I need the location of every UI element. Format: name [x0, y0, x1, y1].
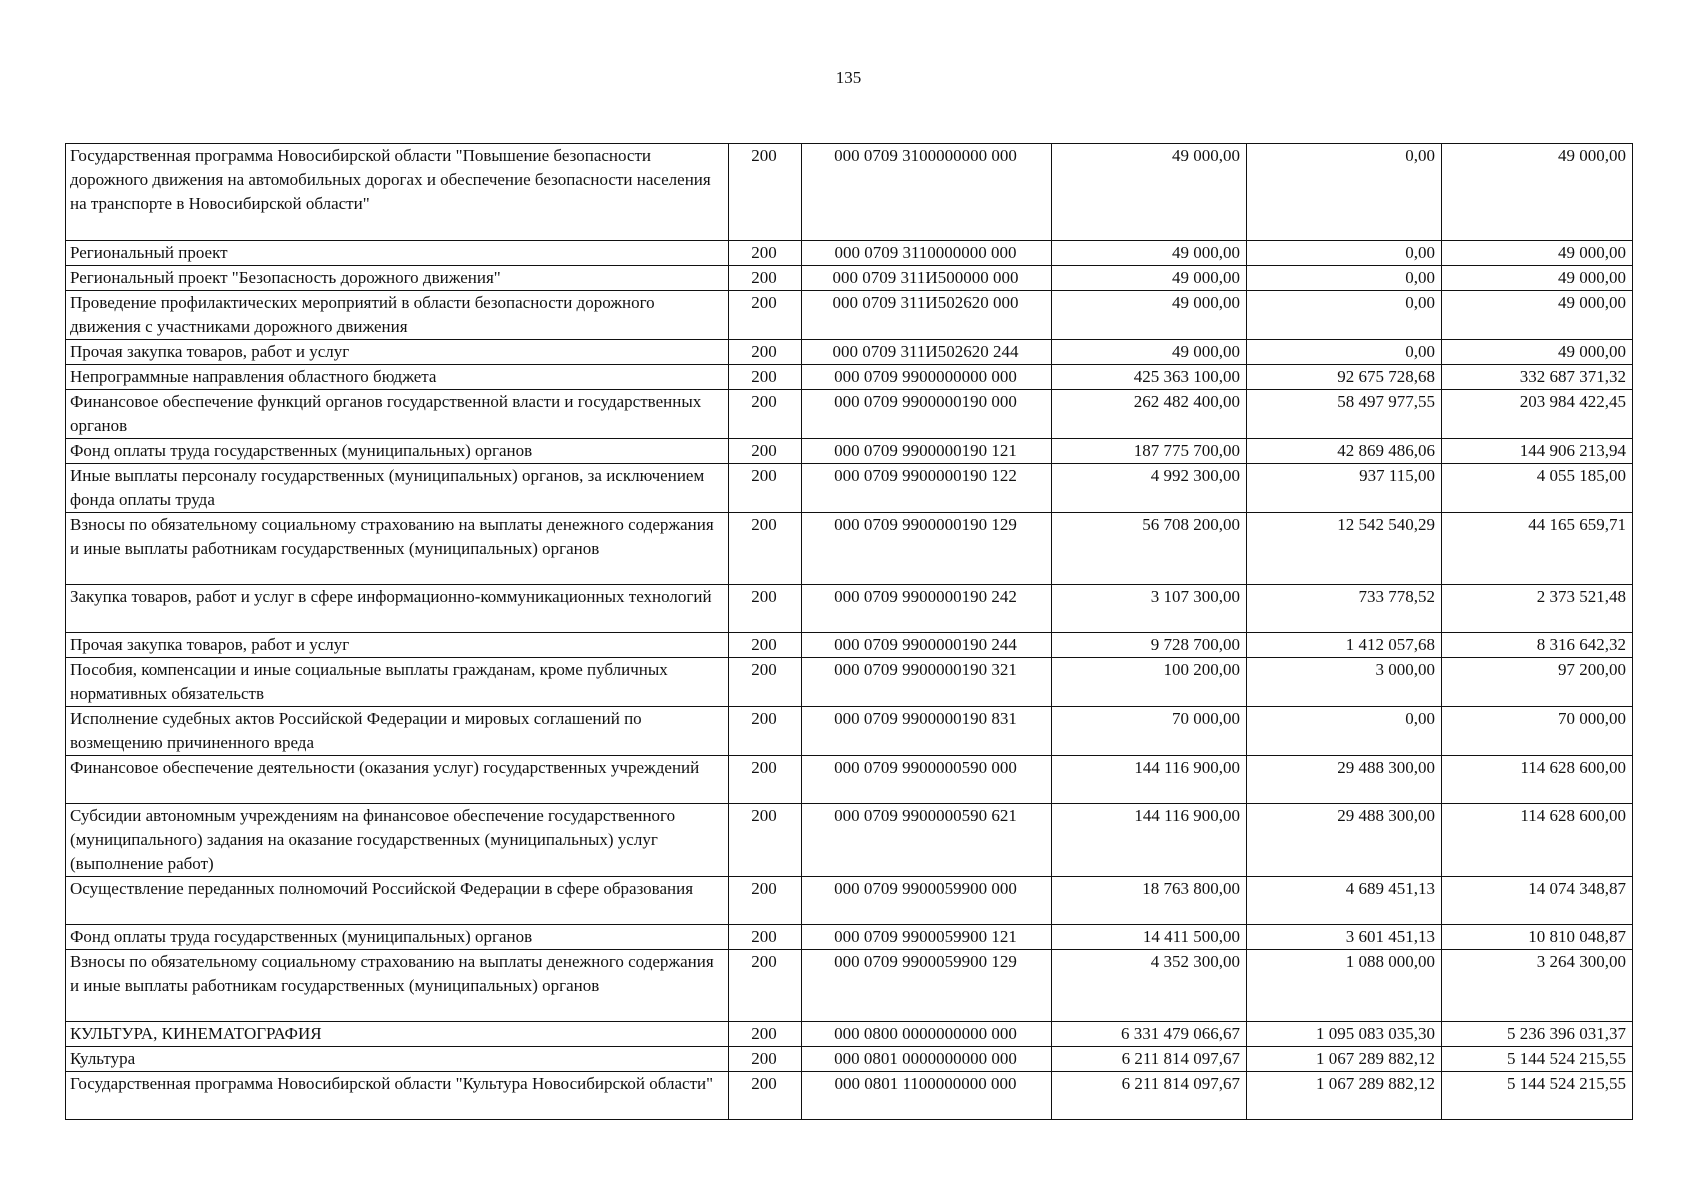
row-approved-cell: 49 000,00 — [1052, 291, 1247, 340]
row-remaining-cell: 49 000,00 — [1442, 241, 1633, 266]
row-executed-cell: 3 601 451,13 — [1247, 925, 1442, 950]
table-row — [66, 340, 1633, 365]
row-kbk-cell: 000 0800 0000000000 000 — [802, 1022, 1052, 1047]
row-kbk-cell: 000 0709 9900000190 242 — [802, 585, 1052, 633]
row-kbk-cell: 000 0709 311И500000 000 — [802, 266, 1052, 291]
row-approved-cell: 4 992 300,00 — [1052, 464, 1247, 513]
row-executed-cell: 0,00 — [1247, 340, 1442, 365]
row-executed-cell: 1 095 083 035,30 — [1247, 1022, 1442, 1047]
row-approved-cell: 187 775 700,00 — [1052, 439, 1247, 464]
row-code-cell: 200 — [729, 439, 802, 464]
row-name-cell: Исполнение судебных актов Российской Федерации и мировых соглашений по возмещению причиненного вреда — [66, 707, 729, 756]
row-name-cell: Проведение профилактических мероприятий в области безопасности дорожного движения с участниками дорожного движения — [66, 291, 729, 340]
row-name-cell: Осуществление переданных полномочий Российской Федерации в сфере образования — [66, 877, 729, 925]
row-executed-cell: 12 542 540,29 — [1247, 513, 1442, 585]
row-code-cell: 200 — [729, 950, 802, 1022]
row-approved-cell: 9 728 700,00 — [1052, 633, 1247, 658]
row-kbk-cell: 000 0709 311И502620 244 — [802, 340, 1052, 365]
row-name-cell: Субсидии автономным учреждениям на финансовое обеспечение государственного (муниципального) задания на оказание государственных (муниципальных) услуг (выполнение работ) — [66, 804, 729, 877]
row-remaining-cell: 5 236 396 031,37 — [1442, 1022, 1633, 1047]
row-code-cell: 200 — [729, 390, 802, 439]
row-code-cell: 200 — [729, 1047, 802, 1072]
row-approved-cell: 425 363 100,00 — [1052, 365, 1247, 390]
row-approved-cell: 49 000,00 — [1052, 340, 1247, 365]
row-approved-cell: 70 000,00 — [1052, 707, 1247, 756]
row-approved-cell: 144 116 900,00 — [1052, 756, 1247, 804]
table-row — [66, 756, 1633, 804]
row-name-cell: Финансовое обеспечение деятельности (оказания услуг) государственных учреждений — [66, 756, 729, 804]
row-name-cell: Прочая закупка товаров, работ и услуг — [66, 340, 729, 365]
row-code-cell: 200 — [729, 266, 802, 291]
row-remaining-cell: 14 074 348,87 — [1442, 877, 1633, 925]
row-name-cell: КУЛЬТУРА, КИНЕМАТОГРАФИЯ — [66, 1022, 729, 1047]
page-number: 135 — [835, 68, 862, 87]
row-executed-cell: 3 000,00 — [1247, 658, 1442, 707]
row-approved-cell: 49 000,00 — [1052, 241, 1247, 266]
row-remaining-cell: 114 628 600,00 — [1442, 756, 1633, 804]
row-code-cell: 200 — [729, 707, 802, 756]
row-kbk-cell: 000 0709 9900000000 000 — [802, 365, 1052, 390]
row-code-cell: 200 — [729, 144, 802, 241]
row-remaining-cell: 2 373 521,48 — [1442, 585, 1633, 633]
row-kbk-cell: 000 0709 9900000190 000 — [802, 390, 1052, 439]
row-approved-cell: 6 211 814 097,67 — [1052, 1072, 1247, 1120]
row-executed-cell: 0,00 — [1247, 144, 1442, 241]
row-executed-cell: 29 488 300,00 — [1247, 756, 1442, 804]
row-name-cell: Государственная программа Новосибирской области "Культура Новосибирской области" — [66, 1072, 729, 1120]
table-row — [66, 513, 1633, 585]
row-kbk-cell: 000 0709 9900059900 121 — [802, 925, 1052, 950]
row-executed-cell: 0,00 — [1247, 266, 1442, 291]
row-code-cell: 200 — [729, 464, 802, 513]
row-name-cell: Фонд оплаты труда государственных (муниципальных) органов — [66, 925, 729, 950]
row-code-cell: 200 — [729, 291, 802, 340]
table-row — [66, 1022, 1633, 1047]
row-kbk-cell: 000 0709 9900000190 831 — [802, 707, 1052, 756]
table-row — [66, 950, 1633, 1022]
row-kbk-cell: 000 0709 9900000190 122 — [802, 464, 1052, 513]
row-remaining-cell: 4 055 185,00 — [1442, 464, 1633, 513]
row-remaining-cell: 8 316 642,32 — [1442, 633, 1633, 658]
row-name-cell: Пособия, компенсации и иные социальные выплаты гражданам, кроме публичных нормативных обязательств — [66, 658, 729, 707]
table-row — [66, 439, 1633, 464]
row-code-cell: 200 — [729, 877, 802, 925]
row-kbk-cell: 000 0709 9900000590 621 — [802, 804, 1052, 877]
row-code-cell: 200 — [729, 756, 802, 804]
row-approved-cell: 6 211 814 097,67 — [1052, 1047, 1247, 1072]
table-row — [66, 707, 1633, 756]
row-kbk-cell: 000 0709 9900059900 000 — [802, 877, 1052, 925]
row-executed-cell: 937 115,00 — [1247, 464, 1442, 513]
row-code-cell: 200 — [729, 658, 802, 707]
row-remaining-cell: 203 984 422,45 — [1442, 390, 1633, 439]
row-remaining-cell: 44 165 659,71 — [1442, 513, 1633, 585]
row-name-cell: Региональный проект "Безопасность дорожного движения" — [66, 266, 729, 291]
row-executed-cell: 92 675 728,68 — [1247, 365, 1442, 390]
row-code-cell: 200 — [729, 925, 802, 950]
row-name-cell: Закупка товаров, работ и услуг в сфере информационно-коммуникационных технологий — [66, 585, 729, 633]
row-name-cell: Культура — [66, 1047, 729, 1072]
row-name-cell: Региональный проект — [66, 241, 729, 266]
row-name-cell: Финансовое обеспечение функций органов государственной власти и государственных органов — [66, 390, 729, 439]
row-remaining-cell: 49 000,00 — [1442, 340, 1633, 365]
table-row — [66, 144, 1633, 241]
row-name-cell: Фонд оплаты труда государственных (муниципальных) органов — [66, 439, 729, 464]
row-kbk-cell: 000 0709 3100000000 000 — [802, 144, 1052, 241]
row-kbk-cell: 000 0709 9900000190 121 — [802, 439, 1052, 464]
row-remaining-cell: 144 906 213,94 — [1442, 439, 1633, 464]
row-approved-cell: 49 000,00 — [1052, 144, 1247, 241]
row-approved-cell: 262 482 400,00 — [1052, 390, 1247, 439]
row-executed-cell: 4 689 451,13 — [1247, 877, 1442, 925]
row-kbk-cell: 000 0801 0000000000 000 — [802, 1047, 1052, 1072]
table-row — [66, 291, 1633, 340]
row-code-cell: 200 — [729, 633, 802, 658]
row-kbk-cell: 000 0709 311И502620 000 — [802, 291, 1052, 340]
row-remaining-cell: 5 144 524 215,55 — [1442, 1047, 1633, 1072]
row-code-cell: 200 — [729, 513, 802, 585]
row-approved-cell: 3 107 300,00 — [1052, 585, 1247, 633]
row-executed-cell: 0,00 — [1247, 707, 1442, 756]
table-row — [66, 365, 1633, 390]
row-kbk-cell: 000 0801 1100000000 000 — [802, 1072, 1052, 1120]
row-name-cell: Иные выплаты персоналу государственных (муниципальных) органов, за исключением фонда оплаты труда — [66, 464, 729, 513]
row-executed-cell: 1 067 289 882,12 — [1247, 1072, 1442, 1120]
row-remaining-cell: 97 200,00 — [1442, 658, 1633, 707]
row-kbk-cell: 000 0709 9900000190 129 — [802, 513, 1052, 585]
row-approved-cell: 56 708 200,00 — [1052, 513, 1247, 585]
table-row — [66, 266, 1633, 291]
row-remaining-cell: 332 687 371,32 — [1442, 365, 1633, 390]
row-approved-cell: 6 331 479 066,67 — [1052, 1022, 1247, 1047]
table-row — [66, 390, 1633, 439]
row-executed-cell: 29 488 300,00 — [1247, 804, 1442, 877]
table-row — [66, 1072, 1633, 1120]
row-kbk-cell: 000 0709 9900059900 129 — [802, 950, 1052, 1022]
row-remaining-cell: 70 000,00 — [1442, 707, 1633, 756]
row-executed-cell: 1 412 057,68 — [1247, 633, 1442, 658]
row-name-cell: Государственная программа Новосибирской области "Повышение безопасности дорожного движения на автомобильных дорогах и обеспечение безопасности населения на транспорте в Новосибирской области" — [66, 144, 729, 241]
row-code-cell: 200 — [729, 365, 802, 390]
row-code-cell: 200 — [729, 340, 802, 365]
table-row — [66, 464, 1633, 513]
row-approved-cell: 144 116 900,00 — [1052, 804, 1247, 877]
row-code-cell: 200 — [729, 804, 802, 877]
table-row — [66, 633, 1633, 658]
row-name-cell: Взносы по обязательному социальному страхованию на выплаты денежного содержания и иные выплаты работникам государственных (муниципальных) органов — [66, 950, 729, 1022]
table-row — [66, 925, 1633, 950]
row-remaining-cell: 5 144 524 215,55 — [1442, 1072, 1633, 1120]
row-name-cell: Непрограммные направления областного бюджета — [66, 365, 729, 390]
row-executed-cell: 1 067 289 882,12 — [1247, 1047, 1442, 1072]
row-code-cell: 200 — [729, 585, 802, 633]
row-kbk-cell: 000 0709 3110000000 000 — [802, 241, 1052, 266]
row-executed-cell: 733 778,52 — [1247, 585, 1442, 633]
row-remaining-cell: 49 000,00 — [1442, 291, 1633, 340]
row-name-cell: Прочая закупка товаров, работ и услуг — [66, 633, 729, 658]
table-row — [66, 804, 1633, 877]
row-executed-cell: 0,00 — [1247, 291, 1442, 340]
row-code-cell: 200 — [729, 241, 802, 266]
table-row — [66, 877, 1633, 925]
row-approved-cell: 49 000,00 — [1052, 266, 1247, 291]
row-executed-cell: 0,00 — [1247, 241, 1442, 266]
row-approved-cell: 4 352 300,00 — [1052, 950, 1247, 1022]
row-name-cell: Взносы по обязательному социальному страхованию на выплаты денежного содержания и иные выплаты работникам государственных (муниципальных) органов — [66, 513, 729, 585]
row-remaining-cell: 10 810 048,87 — [1442, 925, 1633, 950]
row-executed-cell: 1 088 000,00 — [1247, 950, 1442, 1022]
row-executed-cell: 42 869 486,06 — [1247, 439, 1442, 464]
row-kbk-cell: 000 0709 9900000590 000 — [802, 756, 1052, 804]
row-approved-cell: 100 200,00 — [1052, 658, 1247, 707]
table-row — [66, 658, 1633, 707]
row-approved-cell: 14 411 500,00 — [1052, 925, 1247, 950]
row-approved-cell: 18 763 800,00 — [1052, 877, 1247, 925]
row-kbk-cell: 000 0709 9900000190 244 — [802, 633, 1052, 658]
row-kbk-cell: 000 0709 9900000190 321 — [802, 658, 1052, 707]
row-code-cell: 200 — [729, 1072, 802, 1120]
row-remaining-cell: 49 000,00 — [1442, 144, 1633, 241]
row-executed-cell: 58 497 977,55 — [1247, 390, 1442, 439]
row-remaining-cell: 3 264 300,00 — [1442, 950, 1633, 1022]
table-row — [66, 1047, 1633, 1072]
budget-table — [65, 143, 1633, 1120]
row-code-cell: 200 — [729, 1022, 802, 1047]
row-remaining-cell: 49 000,00 — [1442, 266, 1633, 291]
row-remaining-cell: 114 628 600,00 — [1442, 804, 1633, 877]
table-row — [66, 241, 1633, 266]
table-row — [66, 585, 1633, 633]
